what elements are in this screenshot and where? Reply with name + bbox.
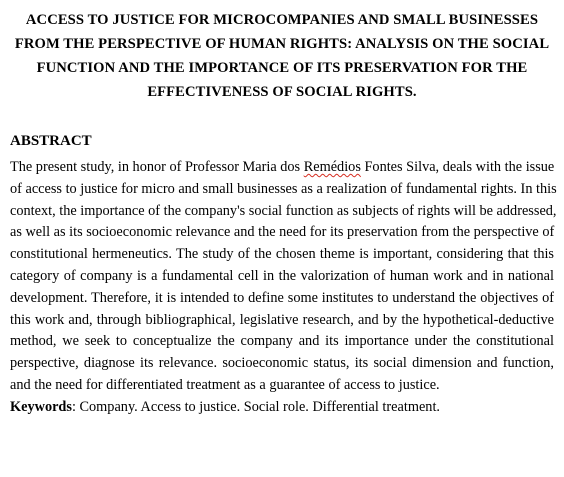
abstract-line-4: as well as its socioeconomic relevance and the need for its preservation from the perspective of <box>10 224 555 241</box>
keywords-label: Keywords <box>10 398 72 415</box>
abstract-line-9: method, we seek to conceptualize the company and its importance under the constitutional <box>10 333 554 350</box>
abstract-line-6: category of company is a fundamental cell in the valorization of human work and in national <box>10 267 554 284</box>
abstract-line-5: constitutional hermeneutics. The study of the chosen theme is important, considering that this <box>10 246 554 263</box>
abstract-line-3: context, the importance of the company's social function as subjects of rights will be addressed, <box>10 202 557 219</box>
abstract-line-1-start: The present study, in honor of Professor Maria dos <box>10 159 304 175</box>
abstract-line-7: development. Therefore, it is intended to define some institutes to understand the objectives of <box>10 289 554 306</box>
abstract-line-2: of access to justice for micro and small businesses as a realization of fundamental rights. In this <box>10 180 557 197</box>
abstract-line-1 <box>10 157 554 179</box>
abstract-body <box>10 157 557 397</box>
abstract-heading: ABSTRACT <box>10 133 92 149</box>
title-line-4: EFFECTIVENESS OF SOCIAL RIGHTS. <box>147 84 417 100</box>
abstract-line-11: and the need for differentiated treatment as a guarantee of access to justice. <box>10 376 440 393</box>
title-line-1: ACCESS TO JUSTICE FOR MICROCOMPANIES AND SMALL BUSINESSES <box>25 12 539 28</box>
abstract-line-8: this work and, through bibliographical, legislative research, and by the hypothetical-deductive <box>10 311 554 328</box>
title-line-2: FROM THE PERSPECTIVE OF HUMAN RIGHTS: ANALYSIS ON THE SOCIAL <box>14 36 550 52</box>
keywords-text: : Company. Access to justice. Social role. Differential treatment. <box>71 398 440 415</box>
abstract-line-1-end: Fontes Silva, deals with the issue <box>360 159 555 175</box>
title-line-3: FUNCTION AND THE IMPORTANCE OF ITS PRESERVATION FOR THE <box>36 60 528 76</box>
paper-title <box>10 8 554 104</box>
misspelled-word: Remédios <box>303 159 361 175</box>
keywords <box>10 397 554 419</box>
abstract-line-10: perspective, diagnose its relevance. socioeconomic status, its social dimension and function, <box>10 355 554 372</box>
